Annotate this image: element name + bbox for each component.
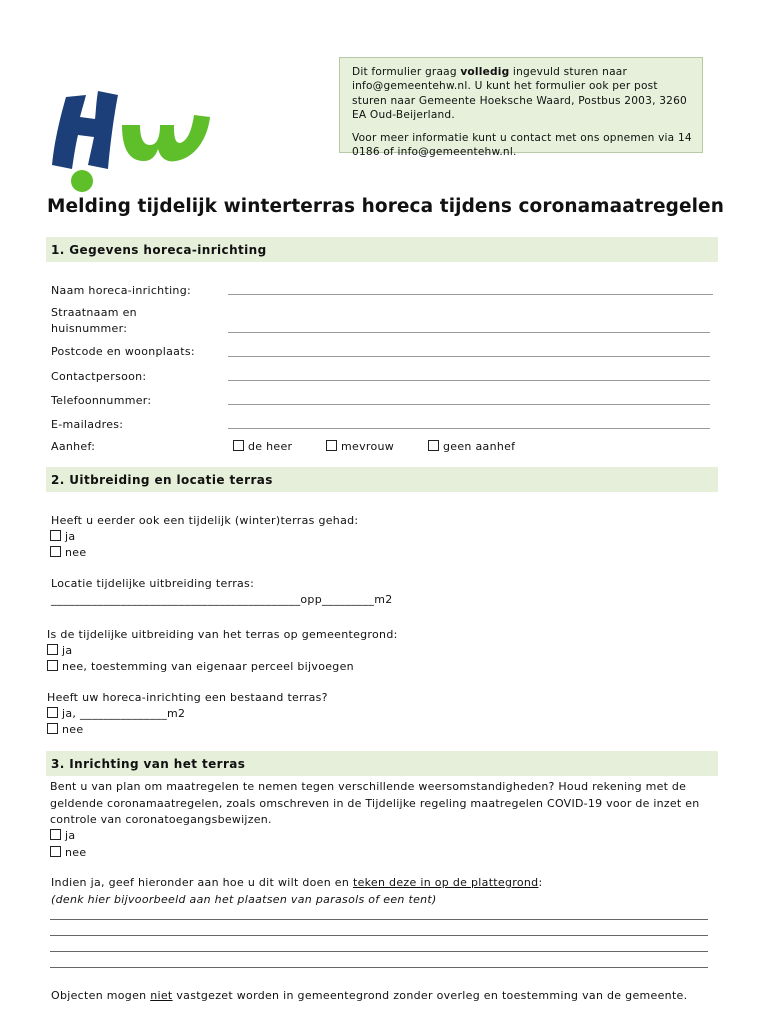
label-telefoon: Telefoonnummer: [51, 394, 152, 407]
q3-option-ja[interactable]: ja, _______________m2 [47, 707, 185, 720]
q1-option-ja[interactable]: ja [50, 530, 75, 543]
input-straat[interactable] [228, 332, 710, 333]
plattegrond-link-text: teken deze in op de plattegrond [352, 876, 539, 889]
section-2-heading: 2. Uitbreiding en locatie terras [46, 467, 718, 492]
input-email[interactable] [228, 428, 710, 429]
q3-text: Heeft uw horeca-inrichting een bestaand terras? [47, 691, 328, 704]
info-text-post: ingevuld sturen naar info@gemeentehw.nl. U kunt het formulier ook per post sturen naar Gemeente Hoeksche Waard, Postbus 2003, 3260 EA Oud-Beijerland. [352, 66, 687, 122]
locatie-label: Locatie tijdelijke uitbreiding terras: [51, 577, 255, 590]
label-contact: Contactpersoon: [51, 370, 147, 383]
checkbox-mevrouw[interactable]: mevrouw [326, 440, 394, 453]
section-3-intro: Bent u van plan om maatregelen te nemen tegen verschillende weersomstandigheden? Houd rekening met de geldende coronamaatregelen, zoals omschreven in de Tijdelijke regeling maatregelen COVID-19 voor de inzet en controle van coronatoegangsbewijzen. [50, 780, 700, 826]
s3-option-nee[interactable]: nee [50, 846, 86, 859]
input-postcode[interactable] [228, 356, 710, 357]
label-naam: Naam horeca-inrichting: [51, 284, 191, 297]
q2-option-nee[interactable]: nee, toestemming van eigenaar perceel bijvoegen [47, 660, 354, 673]
label-email: E-mailadres: [51, 418, 124, 431]
q1-option-nee[interactable]: nee [50, 546, 86, 559]
checkbox-geen-aanhef[interactable]: geen aanhef [428, 440, 515, 453]
label-straat-2: huisnummer: [51, 322, 128, 335]
info-box [339, 57, 703, 159]
gemeente-hw-logo [48, 85, 214, 195]
checkbox-box[interactable] [428, 440, 439, 451]
indien-hint: (denk hier bijvoorbeeld aan het plaatsen van parasols of een tent) [51, 893, 437, 906]
locatie-line[interactable]: ___________________________________________opp_________m2 [51, 593, 393, 606]
answer-line-3[interactable] [50, 951, 708, 952]
q3-option-nee[interactable]: nee [47, 723, 83, 736]
section-3-heading: 3. Inrichting van het terras [46, 751, 718, 776]
checkbox-box[interactable] [233, 440, 244, 451]
label-postcode: Postcode en woonplaats: [51, 345, 195, 358]
q2-option-ja[interactable]: ja [47, 644, 72, 657]
input-contact[interactable] [228, 380, 710, 381]
q2-text: Is de tijdelijke uitbreiding van het terras op gemeentegrond: [47, 628, 398, 641]
s3-option-ja[interactable]: ja [50, 829, 75, 842]
section-1-heading: 1. Gegevens horeca-inrichting [46, 237, 718, 262]
page-title: Melding tijdelijk winterterras horeca tijdens coronamaatregelen [47, 196, 724, 217]
footer-note: Objecten mogen niet vastgezet worden in gemeentegrond zonder overleg en toestemming van de gemeente. [51, 989, 688, 1002]
q1-text: Heeft u eerder ook een tijdelijk (winter)terras gehad: [51, 514, 359, 527]
label-straat-1: Straatnaam en [51, 306, 137, 319]
info-text-pre: Dit formulier graag [352, 66, 461, 78]
info-text-bold: volledig [460, 66, 510, 78]
input-naam[interactable] [228, 294, 713, 295]
answer-line-4[interactable] [50, 967, 708, 968]
answer-line-1[interactable] [50, 919, 708, 920]
label-aanhef: Aanhef: [51, 440, 96, 453]
info-contact-text: Voor meer informatie kunt u contact met ons opnemen via 14 0186 of info@gemeentehw.nl. [352, 131, 692, 159]
answer-line-2[interactable] [50, 935, 708, 936]
checkbox-de-heer[interactable]: de heer [233, 440, 292, 453]
indien-text: Indien ja, geef hieronder aan hoe u dit wilt doen en teken deze in op de plattegrond: [51, 876, 543, 889]
checkbox-box[interactable] [326, 440, 337, 451]
input-telefoon[interactable] [228, 404, 710, 405]
